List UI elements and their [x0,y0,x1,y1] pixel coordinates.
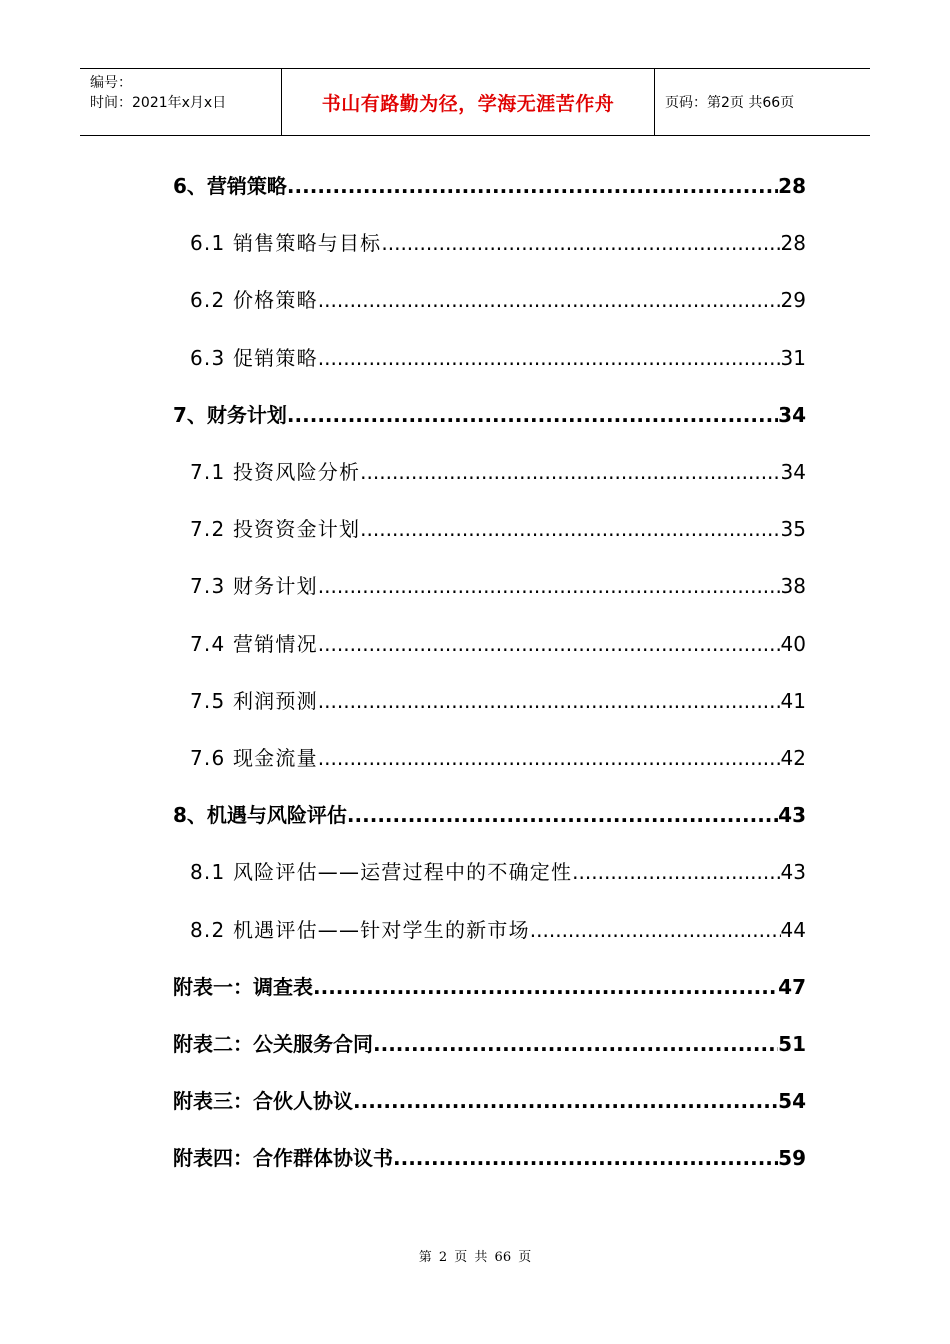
toc-entry[interactable] [190,332,806,372]
toc-dot-leader [572,858,780,886]
toc-entry-number: 6、 [173,174,207,198]
toc-entry-page: 40 [780,631,806,656]
page-footer: 第 2 页 共 66 页 [418,1250,532,1265]
toc-dot-leader [360,458,780,486]
toc-dot-leader [318,687,781,715]
toc-entry-page: 28 [780,231,806,256]
header-meta [80,69,282,135]
toc-entry-title: 附表三：合伙人协议 [173,1089,353,1114]
toc-entry[interactable] [190,675,806,715]
toc-entry-title: 营销策略 [206,174,287,198]
toc-entry-page: 42 [780,746,806,770]
toc-dot-leader [530,916,781,944]
toc-entry-number: 8.2 [190,917,233,942]
toc-entry-title: 风险评估——运营过程中的不确定性 [232,860,573,885]
toc-entry[interactable] [173,1018,806,1058]
toc-dot-leader [318,344,781,372]
toc-dot-leader [373,1030,778,1058]
toc-entry-title: 财务计划 [232,574,318,599]
toc-dot-leader [353,1087,778,1115]
toc-entry-title: 销售策略与目标 [232,231,382,256]
toc-entry-page: 34 [778,402,806,427]
toc-dot-leader [318,630,781,658]
toc-entry-page: 34 [780,460,806,484]
toc-entry-number: 8、 [173,803,207,828]
toc-entry-number: 6.3 [190,345,233,370]
toc-entry[interactable] [190,732,806,772]
toc-entry-page: 28 [778,174,806,198]
toc-entry-number: 7.6 [190,746,233,770]
toc-entry-page: 31 [780,345,806,370]
toc-entry-number: 7、 [173,402,207,427]
toc-entry-number: 7.1 [190,460,233,484]
toc-entry-number: 7.2 [190,517,233,542]
page-header [80,68,870,136]
toc-entry[interactable] [190,618,806,658]
toc-entry[interactable] [173,789,806,829]
toc-entry[interactable] [190,503,806,543]
toc-entry[interactable] [173,160,806,200]
toc-entry-title: 现金流量 [232,746,318,770]
toc-entry-title: 附表一：调查表 [173,974,313,999]
toc-dot-leader [360,515,780,543]
toc-entry-page: 54 [778,1089,806,1114]
time-label: 时间：2021年x月x日 [90,95,227,111]
toc-entry-title: 利润预测 [232,688,318,713]
header-motto: 书山有路勤为径，学海无涯苦作舟 [282,69,655,135]
toc-dot-leader [381,229,780,257]
toc-entry[interactable] [173,1075,806,1115]
toc-entry-page: 44 [780,917,806,942]
toc-entry-title: 财务计划 [206,402,287,427]
toc-entry-page: 47 [778,974,806,999]
number-label: 编号： [90,75,132,91]
toc-dot-leader [318,286,781,314]
toc-entry-title: 营销情况 [232,631,318,656]
toc-entry-page: 59 [778,1146,806,1171]
toc-entry-title: 价格策略 [232,288,318,313]
toc-entry-number: 8.1 [190,860,233,885]
toc-entry-page: 43 [778,803,806,828]
toc-entry-title: 机遇与风险评估 [206,803,347,828]
toc-dot-leader [318,744,781,772]
toc-entry-number: 6.2 [190,288,233,313]
toc-entry-number: 7.3 [190,574,233,599]
toc-entry-number: 7.4 [190,631,233,656]
toc-entry[interactable] [190,217,806,257]
toc-dot-leader [313,973,778,1001]
toc-entry[interactable] [190,846,806,886]
header-page-info: 页码：第2页 共66页 [665,95,795,111]
toc-entry-title: 投资资金计划 [232,517,361,542]
toc-entry-page: 38 [780,574,806,599]
toc-entry-page: 29 [780,288,806,313]
toc-dot-leader [318,572,781,600]
toc-entry[interactable] [173,961,806,1001]
toc-entry-title: 投资风险分析 [232,460,361,484]
toc-entry[interactable] [190,560,806,600]
toc-dot-leader [287,172,778,200]
toc-entry[interactable] [190,446,806,486]
toc-entry-number: 7.5 [190,688,233,713]
toc-entry-number: 6.1 [190,231,233,256]
toc-entry-title: 机遇评估——针对学生的新市场 [232,917,530,942]
toc-entry-page: 51 [778,1032,806,1056]
toc-entry-page: 35 [780,517,806,542]
toc-entry[interactable] [173,389,806,429]
toc-entry-page: 41 [780,688,806,713]
toc-entry[interactable] [173,1132,806,1172]
toc-dot-leader [287,401,778,429]
toc-dot-leader [393,1144,778,1172]
toc-entry-title: 促销策略 [232,345,318,370]
toc-entry-title: 附表二：公关服务合同 [173,1032,373,1056]
toc-entry[interactable] [190,274,806,314]
toc-dot-leader [347,801,778,829]
toc-entry-page: 43 [780,860,806,885]
toc-entry-title: 附表四：合作群体协议书 [173,1146,393,1171]
toc-entry[interactable] [190,904,806,944]
